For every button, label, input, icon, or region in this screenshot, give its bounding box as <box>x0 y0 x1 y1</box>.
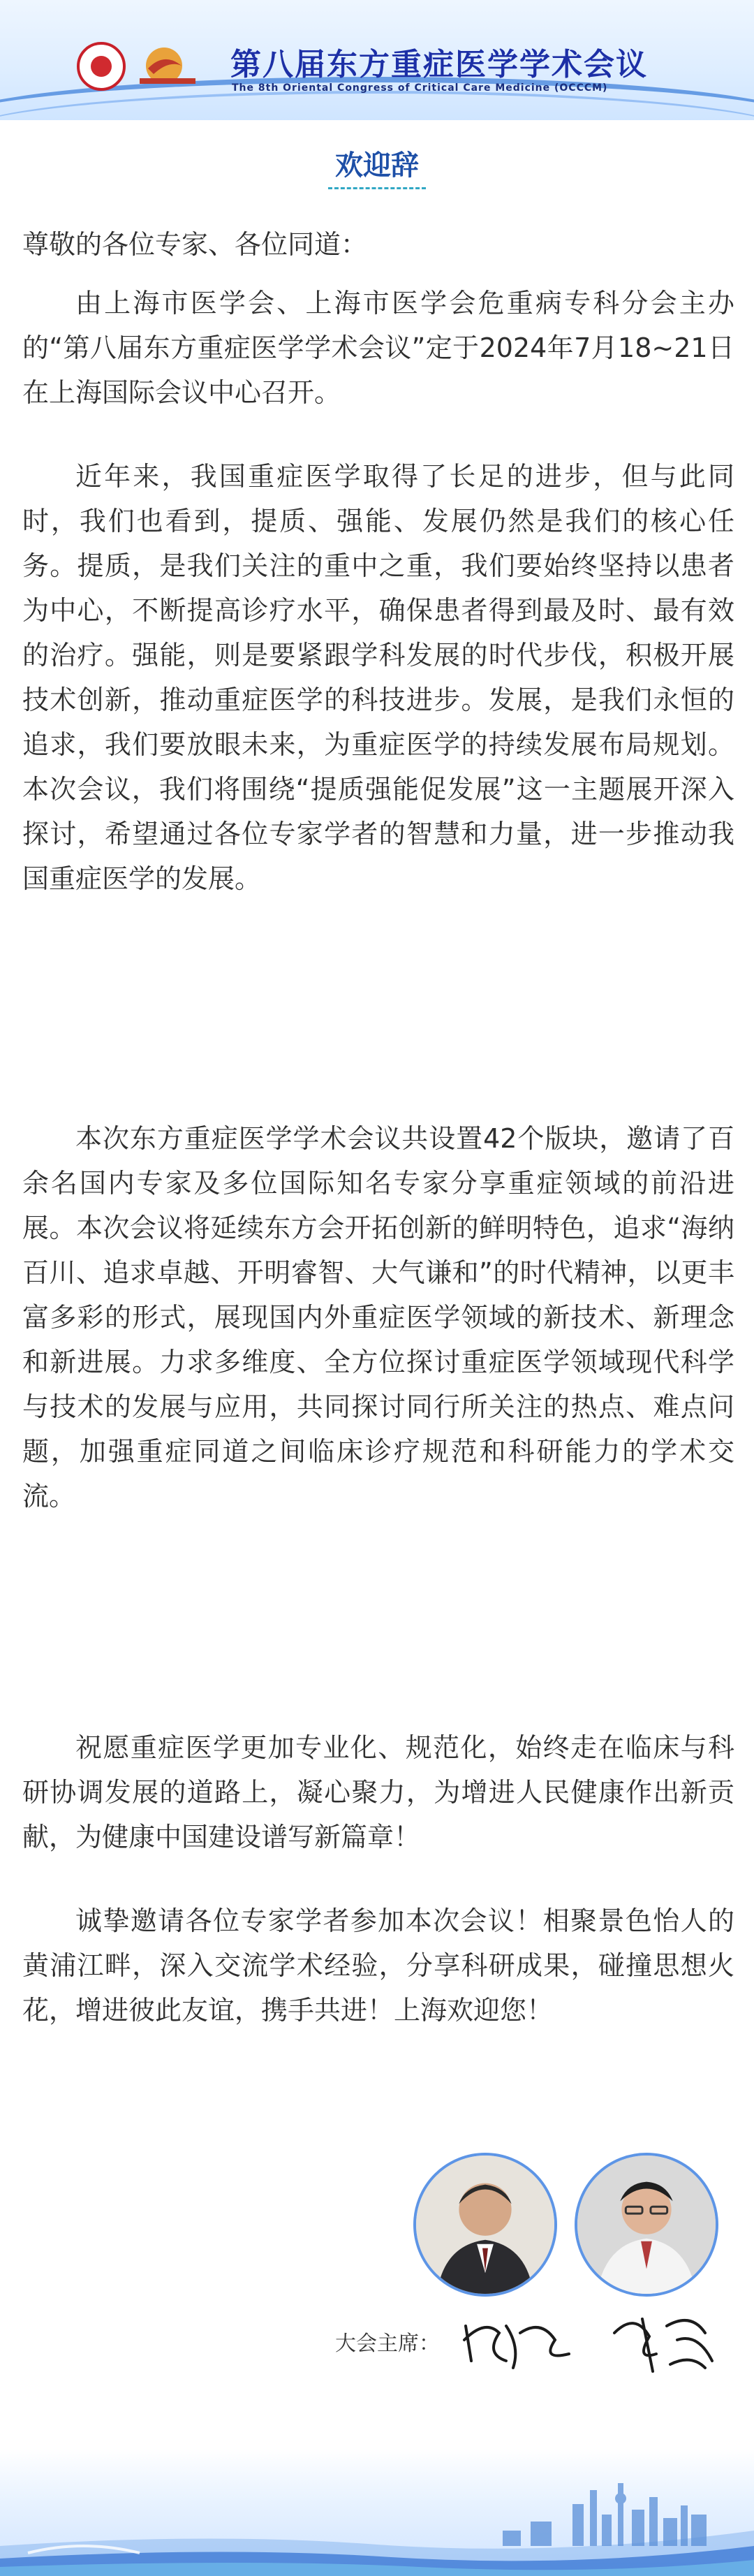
page-title: 欢迎辞 <box>335 149 419 182</box>
paragraph-4: 祝愿重症医学更加专业化、规范化，始终走在临床与科研协调发展的道路上，凝心聚力，为增进人民健康作出新贡献，为健康中国建设谱写新篇章！ <box>22 1732 734 1852</box>
header-banner <box>0 0 754 120</box>
congress-seal-logo-icon <box>77 42 126 91</box>
congress-subtitle: The 8th Oriental Congress of Critical Care Medicine (OCCCM) <box>232 82 608 94</box>
title-underline <box>328 187 426 189</box>
shanghai-skyline-illustration-icon <box>0 2448 754 2576</box>
paragraph-3: 本次东方重症医学学术会议共设置42个版块，邀请了百余名国内专家及多位国际知名专家分享重症领域的前沿进展。本次会议将延续东方会开拓创新的鲜明特色，追求“海纳百川、追求卓越、开明睿智、大气谦和”的时代精神，以更丰富多彩的形式，展现国内外重症医学领域的新技术、新理念和新进展。力求多维度、全方位探讨重症医学领域现代科学与技术的发展与应用，共同探讨同行所关注的热点、难点问题，加强重症同道之间临床诊疗规范和科研能力的学术交流。 <box>22 1123 734 1512</box>
footer-skyline <box>0 2448 754 2576</box>
chairman-label: 大会主席： <box>335 2332 440 2356</box>
chairman-photo-icon <box>577 2156 716 2294</box>
paragraph-2: 近年来，我国重症医学取得了长足的进步，但与此同时，我们也看到，提质、强能、发展仍然是我们的核心任务。提质，是我们关注的重中之重，我们要始终坚持以患者为中心，不断提高诊疗水平，确保患者得到最及时、最有效的治疗。强能，则是要紧跟学科发展的时代步伐，积极开展技术创新，推动重症医学的科技进步。发展，是我们永恒的追求，我们要放眼未来，为重症医学的持续发展布局规划。本次会议，我们将围绕“提质强能促发展”这一主题展开深入探讨，希望通过各位专家学者的智慧和力量，进一步推动我国重症医学的发展。 <box>22 461 734 894</box>
chairman-signature-right-icon <box>600 2305 726 2375</box>
paragraph-1: 由上海市医学会、上海市医学会危重病专科分会主办的“第八届东方重症医学学术会议”定于2024年7月18~21日在上海国际会议中心召开。 <box>22 288 734 408</box>
oriental-brand-logo-icon <box>133 45 202 87</box>
congress-title: 第八届东方重症医学学术会议 <box>230 47 648 82</box>
greeting: 尊敬的各位专家、各位同道： <box>22 229 368 260</box>
chairman-photo-left <box>413 2153 557 2297</box>
chairman-signature-left-icon <box>457 2305 583 2375</box>
chairman-photo-right <box>575 2153 718 2297</box>
paragraph-5: 诚挚邀请各位专家学者参加本次会议！相聚景色怡人的黄浦江畔，深入交流学术经验，分享科研成果，碰撞思想火花，增进彼此友谊，携手共进！上海欢迎您！ <box>22 1905 734 2026</box>
chairman-photo-icon <box>416 2156 554 2294</box>
